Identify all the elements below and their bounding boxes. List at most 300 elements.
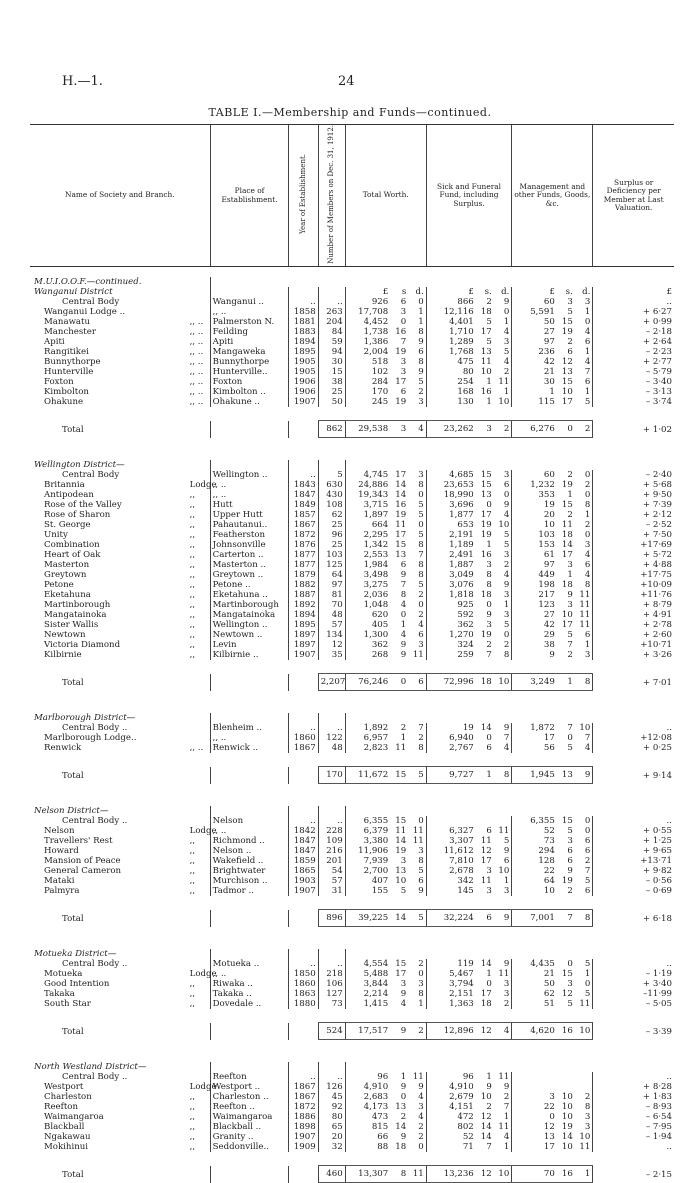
total-pence: 3 bbox=[418, 640, 424, 651]
empty-cell bbox=[188, 910, 211, 927]
sick-pounds: 1,818 bbox=[426, 590, 476, 600]
total-pounds: 19,343 bbox=[345, 490, 390, 500]
surplus-per-member: +10·71 bbox=[593, 640, 674, 650]
total-pence: 9 bbox=[418, 1082, 424, 1093]
number-of-members: 64 bbox=[318, 570, 345, 580]
mgmt-shillings: 19 bbox=[561, 1122, 573, 1133]
mgmt-pence: 3 bbox=[584, 297, 591, 308]
branch-row bbox=[30, 886, 674, 896]
number-of-members: .. bbox=[318, 297, 345, 307]
place-of-establishment: Featherston bbox=[210, 530, 289, 540]
mgmt-pence: 11 bbox=[579, 600, 591, 611]
empty-cell bbox=[426, 1062, 476, 1072]
sick-pence: 9 bbox=[503, 959, 510, 970]
total-pence: 2 bbox=[418, 590, 424, 601]
sick-pence: 3 bbox=[503, 989, 510, 1000]
empty-cell bbox=[188, 287, 211, 297]
sick-pence: 1 bbox=[503, 1142, 510, 1153]
branch-name: Masterton bbox=[44, 560, 90, 571]
total-pounds: 1,892 bbox=[345, 723, 390, 733]
sick-pence: 5 bbox=[503, 530, 510, 541]
branch-row bbox=[30, 337, 674, 347]
branch-name: Ohakune bbox=[44, 397, 84, 408]
total-pounds: 6,355 bbox=[345, 816, 390, 826]
branch-lodge: ,, bbox=[189, 1092, 196, 1103]
total-pounds: 405 bbox=[345, 620, 390, 630]
mgmt-pounds: 217 bbox=[512, 590, 557, 600]
branch-row bbox=[30, 1072, 674, 1082]
mgmt-shillings: 2 bbox=[567, 337, 573, 348]
total-pence: 6 bbox=[418, 347, 424, 358]
branch-name: Martinborough bbox=[44, 600, 111, 611]
unit-pence: d. bbox=[415, 287, 424, 298]
total-sick-shillings: 6 bbox=[476, 910, 494, 927]
surplus-per-member: + 2·60 bbox=[593, 630, 674, 640]
total-shillings: 9 bbox=[400, 1082, 407, 1093]
district-total-row bbox=[30, 767, 674, 784]
year-of-establishment: 1867 bbox=[289, 520, 318, 530]
place-of-establishment: Brightwater bbox=[210, 866, 289, 876]
number-of-members: 25 bbox=[318, 540, 345, 550]
sick-shillings: 8 bbox=[486, 570, 492, 581]
sick-shillings: 12 bbox=[480, 1112, 492, 1123]
total-pounds: 1,897 bbox=[345, 510, 390, 520]
total-shillings: 15 bbox=[395, 959, 407, 970]
mgmt-pounds: 1 bbox=[512, 387, 557, 397]
mgmt-shillings: 3 bbox=[567, 600, 573, 611]
mgmt-pence: 11 bbox=[579, 610, 591, 621]
total-shillings: 6 bbox=[400, 297, 407, 308]
year-of-establishment: 1842 bbox=[289, 826, 318, 836]
total-shillings: 7 bbox=[400, 337, 407, 348]
mgmt-shillings: 17 bbox=[561, 620, 573, 631]
empty-cell bbox=[210, 806, 289, 816]
sick-shillings: 14 bbox=[480, 723, 492, 734]
spacer-cell bbox=[30, 438, 674, 461]
total-pence: 5 bbox=[418, 510, 424, 521]
total-pence: 3 bbox=[418, 846, 424, 857]
empty-cell bbox=[593, 713, 674, 723]
total-pence: 0 bbox=[418, 816, 424, 827]
total-pence: 8 bbox=[418, 357, 424, 368]
total-shillings: 16 bbox=[395, 327, 407, 338]
branch-name: Central Body bbox=[62, 297, 120, 308]
total-pounds: 4,910 bbox=[345, 1082, 390, 1092]
empty-cell bbox=[210, 767, 289, 784]
mgmt-pounds: 1,872 bbox=[512, 723, 557, 733]
sick-pence: 9 bbox=[503, 723, 510, 734]
empty-cell bbox=[210, 949, 289, 959]
empty-cell bbox=[575, 460, 593, 470]
number-of-members: 50 bbox=[318, 397, 345, 407]
total-mgmt-pence: 8 bbox=[575, 674, 593, 691]
total-shillings: 4 bbox=[400, 999, 407, 1010]
sick-pence: 2 bbox=[503, 640, 510, 651]
branch-lodge bbox=[188, 470, 211, 480]
branch-row bbox=[30, 826, 674, 836]
year-of-establishment: 1876 bbox=[289, 540, 318, 550]
surplus-per-member: + 2·78 bbox=[593, 620, 674, 630]
total-sick-pounds: 9,727 bbox=[426, 767, 476, 784]
surplus-per-member: + 8·28 bbox=[593, 1082, 674, 1092]
branch-lodge: ,, .. bbox=[189, 387, 204, 398]
total-shillings: 9 bbox=[400, 989, 407, 1000]
sick-pence: 3 bbox=[503, 886, 510, 897]
unit-shillings: s. bbox=[565, 287, 573, 298]
total-sick-pounds: 32,224 bbox=[426, 910, 476, 927]
branch-name: Waimangaroa bbox=[44, 1112, 104, 1123]
number-of-members: 127 bbox=[318, 989, 345, 999]
total-pounds: 926 bbox=[345, 297, 390, 307]
empty-cell bbox=[289, 713, 318, 723]
empty-cell bbox=[557, 713, 575, 723]
total-shillings: 17 bbox=[395, 530, 407, 541]
total-pence: 7 bbox=[418, 723, 424, 734]
mgmt-shillings: 5 bbox=[567, 630, 573, 641]
sick-shillings: 16 bbox=[480, 387, 492, 398]
branch-row bbox=[30, 866, 674, 876]
place-of-establishment: ,, .. bbox=[210, 826, 289, 836]
year-of-establishment: 1909 bbox=[289, 1142, 318, 1152]
mgmt-pounds: 0 bbox=[512, 1112, 557, 1122]
place-of-establishment: ,, .. bbox=[210, 733, 289, 743]
total-shillings: 0 bbox=[400, 317, 407, 328]
sick-pence: 3 bbox=[503, 590, 510, 601]
total-shillings: 11 bbox=[395, 826, 407, 837]
surplus-per-member: + 3·40 bbox=[593, 979, 674, 989]
mgmt-pounds: 52 bbox=[512, 826, 557, 836]
sick-shillings: 0 bbox=[486, 500, 492, 511]
sick-pounds: 19 bbox=[426, 723, 476, 733]
year-of-establishment: 1894 bbox=[289, 610, 318, 620]
branch-row bbox=[30, 387, 674, 397]
number-of-members: 80 bbox=[318, 1112, 345, 1122]
surplus-per-member: + 2·12 bbox=[593, 510, 674, 520]
branch-name: General Cameron bbox=[44, 866, 122, 877]
unit-pence: d. bbox=[501, 287, 510, 298]
branch-name: Petone bbox=[44, 580, 74, 591]
year-of-establishment: 1898 bbox=[289, 1122, 318, 1132]
empty-cell bbox=[188, 1062, 211, 1072]
empty-cell bbox=[289, 1023, 318, 1040]
total-pounds: 1,300 bbox=[345, 630, 390, 640]
mgmt-shillings: 10 bbox=[561, 610, 573, 621]
empty-cell bbox=[289, 460, 318, 470]
total-pence: 0 bbox=[418, 1142, 424, 1153]
place-of-establishment: Charleston .. bbox=[210, 1092, 289, 1102]
number-of-members: 97 bbox=[318, 580, 345, 590]
empty-cell bbox=[188, 1023, 211, 1040]
number-of-members: 30 bbox=[318, 357, 345, 367]
mgmt-shillings: 19 bbox=[561, 480, 573, 491]
surplus-per-member: – 5·05 bbox=[593, 999, 674, 1009]
empty-cell bbox=[390, 713, 408, 723]
year-of-establishment: 1881 bbox=[289, 317, 318, 327]
sick-pence: 6 bbox=[503, 480, 510, 491]
mgmt-pence: 1 bbox=[584, 510, 591, 521]
sick-pence: 9 bbox=[503, 1082, 510, 1093]
branch-lodge: ,, bbox=[189, 620, 196, 631]
sick-pounds: 472 bbox=[426, 1112, 476, 1122]
surplus-per-member: + 2·64 bbox=[593, 337, 674, 347]
sick-shillings: 1 bbox=[486, 1072, 492, 1083]
sick-shillings: 13 bbox=[480, 490, 492, 501]
branch-name: Marlborough Lodge.. bbox=[44, 733, 137, 744]
total-shillings: 3 bbox=[400, 357, 407, 368]
mgmt-pounds: 21 bbox=[512, 367, 557, 377]
sick-pounds: 866 bbox=[426, 297, 476, 307]
number-of-members: 48 bbox=[318, 743, 345, 753]
sick-pounds: 1,710 bbox=[426, 327, 476, 337]
total-total-pence: 6 bbox=[408, 674, 426, 691]
total-sick-pence: 10 bbox=[494, 674, 512, 691]
total-sick-pence: 9 bbox=[494, 910, 512, 927]
surplus-per-member: + 5·72 bbox=[593, 550, 674, 560]
branch-lodge: ,, .. bbox=[189, 327, 204, 338]
place-of-establishment: ,, .. bbox=[210, 969, 289, 979]
number-of-members: 45 bbox=[318, 1092, 345, 1102]
total-pounds: 284 bbox=[345, 377, 390, 387]
total-pence: 6 bbox=[418, 876, 424, 887]
total-sick-pence: 2 bbox=[494, 421, 512, 438]
number-of-members: 32 bbox=[318, 1142, 345, 1152]
branch-lodge: Lodge bbox=[189, 969, 217, 980]
place-of-establishment: Petone .. bbox=[210, 580, 289, 590]
place-of-establishment: Wellington .. bbox=[210, 470, 289, 480]
sick-pence: 9 bbox=[503, 580, 510, 591]
total-shillings: 14 bbox=[395, 490, 407, 501]
sick-pounds: 145 bbox=[426, 886, 476, 896]
sick-shillings: 9 bbox=[486, 1082, 492, 1093]
place-of-establishment: Nelson bbox=[210, 816, 289, 826]
mgmt-pence: 11 bbox=[579, 1142, 591, 1153]
spacer-row bbox=[30, 784, 674, 807]
mgmt-shillings: 0 bbox=[567, 959, 573, 970]
total-members: 2,207 bbox=[318, 674, 345, 691]
sick-pounds: 1,768 bbox=[426, 347, 476, 357]
sick-shillings: 14 bbox=[480, 959, 492, 970]
total-pence: 5 bbox=[418, 500, 424, 511]
total-pounds: 620 bbox=[345, 610, 390, 620]
total-pounds: 1,738 bbox=[345, 327, 390, 337]
branch-row bbox=[30, 1102, 674, 1112]
total-total-pence: 11 bbox=[408, 1166, 426, 1183]
mgmt-pence: 6 bbox=[584, 836, 591, 847]
mgmt-pounds: 153 bbox=[512, 540, 557, 550]
surplus-per-member: – 0·56 bbox=[593, 876, 674, 886]
mgmt-pence: 1 bbox=[584, 347, 591, 358]
place-of-establishment: Tadmor .. bbox=[210, 886, 289, 896]
number-of-members: 20 bbox=[318, 1132, 345, 1142]
branch-name: Newtown bbox=[44, 630, 86, 641]
branch-lodge: ,, .. bbox=[189, 347, 204, 358]
total-shillings: 6 bbox=[400, 387, 407, 398]
col-header-place: Place of Establishment. bbox=[210, 125, 289, 267]
sick-shillings: 0 bbox=[486, 979, 492, 990]
branch-name: Renwick bbox=[44, 743, 82, 754]
total-pounds: 2,683 bbox=[345, 1092, 390, 1102]
branch-lodge: Lodge bbox=[189, 480, 217, 491]
number-of-members: 201 bbox=[318, 856, 345, 866]
total-pounds: 155 bbox=[345, 886, 390, 896]
membership-funds-table bbox=[30, 124, 674, 1183]
sick-pence: 6 bbox=[503, 856, 510, 867]
sick-pounds: 475 bbox=[426, 357, 476, 367]
mgmt-shillings: 5 bbox=[567, 743, 573, 754]
branch-row bbox=[30, 1122, 674, 1132]
mgmt-shillings: 7 bbox=[567, 640, 573, 651]
sick-shillings: 0 bbox=[486, 600, 492, 611]
sick-shillings: 11 bbox=[480, 876, 492, 887]
branch-name: Combination bbox=[44, 540, 100, 551]
total-pence: 2 bbox=[418, 1122, 424, 1133]
year-of-establishment: 1867 bbox=[289, 1092, 318, 1102]
mgmt-pounds: 50 bbox=[512, 979, 557, 989]
district-name: Wanganui District bbox=[34, 287, 113, 298]
year-of-establishment: 1906 bbox=[289, 387, 318, 397]
empty-cell bbox=[575, 277, 593, 287]
number-of-members: 62 bbox=[318, 510, 345, 520]
empty-cell bbox=[476, 277, 494, 287]
branch-lodge: ,, bbox=[189, 866, 196, 877]
surplus-per-member: – 8·93 bbox=[593, 1102, 674, 1112]
col-header-year bbox=[289, 125, 318, 267]
mgmt-pence: 11 bbox=[579, 590, 591, 601]
total-total-pounds: 76,246 bbox=[345, 674, 390, 691]
mgmt-pounds: 50 bbox=[512, 317, 557, 327]
mgmt-pence: 3 bbox=[584, 540, 591, 551]
surplus-per-member: – 6·54 bbox=[593, 1112, 674, 1122]
total-shillings: 3 bbox=[400, 856, 407, 867]
district-name: North Westland District— bbox=[34, 1062, 147, 1073]
empty-cell bbox=[318, 713, 345, 723]
place-of-establishment: Reefton bbox=[210, 1072, 289, 1082]
mgmt-pence: 2 bbox=[584, 856, 591, 867]
mgmt-pence: 4 bbox=[584, 743, 591, 754]
place-of-establishment: Mangatainoka bbox=[210, 610, 289, 620]
sick-pence: 1 bbox=[503, 317, 510, 328]
number-of-members: .. bbox=[318, 723, 345, 733]
sick-pounds: 2,679 bbox=[426, 1092, 476, 1102]
sick-shillings: 9 bbox=[486, 610, 492, 621]
total-shillings: 2 bbox=[400, 723, 407, 734]
number-of-members: 48 bbox=[318, 610, 345, 620]
empty-cell bbox=[494, 713, 512, 723]
branch-row bbox=[30, 377, 674, 387]
mgmt-shillings: 12 bbox=[561, 357, 573, 368]
mgmt-shillings: 9 bbox=[567, 590, 573, 601]
spacer-cell bbox=[30, 896, 674, 910]
total-pounds: 362 bbox=[345, 640, 390, 650]
sick-pence: 2 bbox=[503, 1092, 510, 1103]
branch-name: Eketahuna bbox=[44, 590, 91, 601]
year-of-establishment: 1892 bbox=[289, 600, 318, 610]
branch-row bbox=[30, 550, 674, 560]
total-shillings: 17 bbox=[395, 470, 407, 481]
total-mgmt-pence: 8 bbox=[575, 910, 593, 927]
sick-shillings: 19 bbox=[480, 520, 492, 531]
surplus-per-member: – 0·69 bbox=[593, 886, 674, 896]
branch-name: Kimbolton bbox=[44, 387, 89, 398]
total-label: Total bbox=[62, 1026, 84, 1037]
empty-cell bbox=[408, 713, 426, 723]
branch-name: St. George bbox=[44, 520, 91, 531]
branch-lodge: ,, .. bbox=[189, 367, 204, 378]
empty-cell bbox=[593, 1062, 674, 1072]
mgmt-pounds: 29 bbox=[512, 630, 557, 640]
mgmt-shillings: 5 bbox=[567, 307, 573, 318]
mgmt-pence: 6 bbox=[584, 630, 591, 641]
empty-cell bbox=[345, 806, 390, 816]
branch-row bbox=[30, 999, 674, 1009]
branch-row bbox=[30, 733, 674, 743]
total-pence: 5 bbox=[418, 866, 424, 877]
mgmt-pounds: 12 bbox=[512, 1122, 557, 1132]
empty-cell bbox=[557, 1062, 575, 1072]
surplus-per-member: + 3·26 bbox=[593, 650, 674, 660]
year-of-establishment: 1907 bbox=[289, 1132, 318, 1142]
total-pounds: 268 bbox=[345, 650, 390, 660]
mgmt-pounds: 236 bbox=[512, 347, 557, 357]
branch-lodge bbox=[188, 723, 211, 733]
total-sick-shillings: 12 bbox=[476, 1023, 494, 1040]
branch-row bbox=[30, 610, 674, 620]
mgmt-shillings: 15 bbox=[561, 816, 573, 827]
mgmt-pence: 10 bbox=[579, 723, 591, 734]
number-of-members: 73 bbox=[318, 999, 345, 1009]
surplus-per-member: + 0·25 bbox=[593, 743, 674, 753]
empty-cell bbox=[289, 1062, 318, 1072]
sick-pence: 5 bbox=[503, 540, 510, 551]
mgmt-pounds: 22 bbox=[512, 1102, 557, 1112]
year-of-establishment: 1905 bbox=[289, 357, 318, 367]
mgmt-shillings: 5 bbox=[567, 826, 573, 837]
mgmt-pounds: 60 bbox=[512, 470, 557, 480]
mgmt-pounds: 294 bbox=[512, 846, 557, 856]
surplus-per-member: +10·09 bbox=[593, 580, 674, 590]
sick-shillings: 1 bbox=[486, 377, 492, 388]
mgmt-pence: 0 bbox=[584, 826, 591, 837]
sick-pounds: 653 bbox=[426, 520, 476, 530]
branch-row bbox=[30, 297, 674, 307]
total-pence: 5 bbox=[418, 530, 424, 541]
place-of-establishment: Wakefield .. bbox=[210, 856, 289, 866]
number-of-members: 126 bbox=[318, 1082, 345, 1092]
total-shillings: 15 bbox=[395, 816, 407, 827]
total-pounds: 11,906 bbox=[345, 846, 390, 856]
empty-cell bbox=[289, 287, 318, 297]
place-of-establishment: Waimangaroa bbox=[210, 1112, 289, 1122]
surplus-per-member: – 2·18 bbox=[593, 327, 674, 337]
number-of-members: 96 bbox=[318, 530, 345, 540]
branch-lodge: ,, bbox=[189, 540, 196, 551]
total-pounds: 2,214 bbox=[345, 989, 390, 999]
empty-cell bbox=[426, 713, 476, 723]
sick-pence: 11 bbox=[498, 969, 510, 980]
surplus-per-member: + 5·68 bbox=[593, 480, 674, 490]
sick-shillings: 1 bbox=[486, 969, 492, 980]
spacer-cell bbox=[30, 784, 674, 807]
mgmt-shillings: 15 bbox=[561, 500, 573, 511]
branch-name: Palmyra bbox=[44, 886, 80, 897]
number-of-members: 5 bbox=[318, 470, 345, 480]
mgmt-shillings: 3 bbox=[567, 979, 573, 990]
branch-lodge: ,, bbox=[189, 856, 196, 867]
sick-pence: 1 bbox=[503, 600, 510, 611]
total-sick-shillings: 12 bbox=[476, 1166, 494, 1183]
mgmt-pence: 11 bbox=[579, 999, 591, 1010]
sick-pence: 4 bbox=[503, 1132, 510, 1143]
